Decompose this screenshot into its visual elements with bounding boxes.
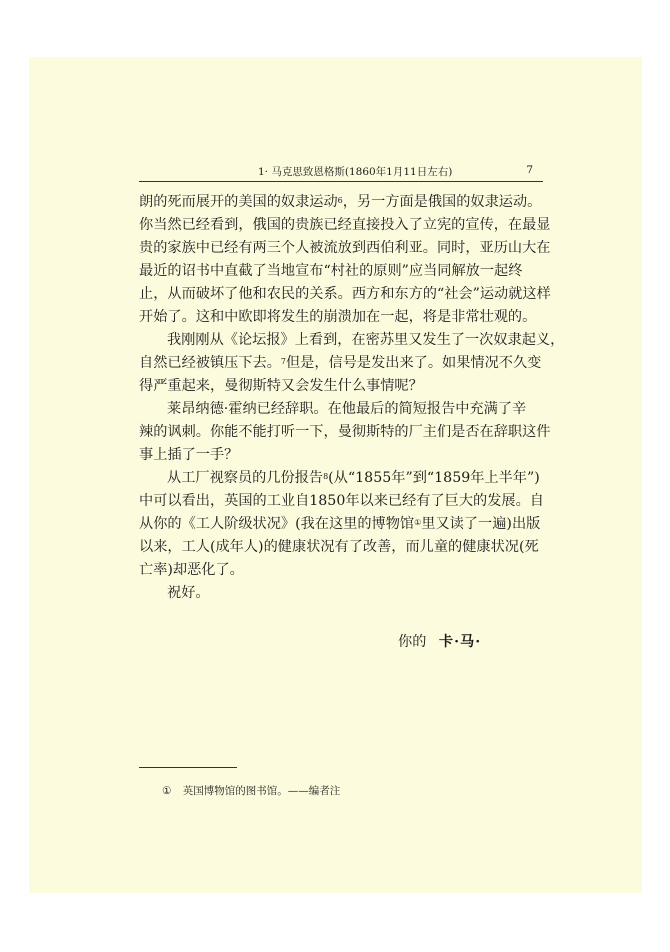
note-reference: 7 — [280, 357, 286, 366]
running-header — [139, 161, 543, 182]
text-line-content: 你当然已经看到，俄国的贵族已经直接投入了立宪的宣传，在最显 — [139, 217, 551, 233]
text-line-content: 事上插了一手？ — [139, 447, 239, 463]
text-line-content: 开始了。这和中欧即将发生的崩溃加在一起，将是非常壮观的。 — [139, 309, 537, 325]
signoff-prefix: 你的 — [398, 634, 427, 650]
text-line-content: 以来，工人(成年人)的健康状况有了改善，而儿童的健康状况(死 — [139, 539, 539, 555]
note-reference: 8 — [323, 472, 329, 481]
letter-signoff — [398, 631, 481, 651]
footnote — [162, 783, 340, 798]
text-line-content: 从工厂视察员的几份报告 — [167, 470, 324, 486]
text-line — [139, 329, 565, 352]
text-line-continuation: 但是，信号是发出来了。如果情况不久变 — [285, 355, 542, 371]
note-reference: ① — [414, 518, 422, 527]
text-line — [139, 260, 543, 283]
text-line — [139, 536, 543, 559]
text-line-continuation: (从“1855年”到“1859年上半年”) — [328, 470, 540, 486]
page-number: 7 — [526, 164, 533, 176]
text-line-continuation: ，另一方面是俄国的奴隶运动。 — [342, 194, 542, 210]
text-line-content: 自然已经被镇压下去。 — [139, 355, 281, 371]
text-line-content: 从你的《工人阶级状况》(我在这里的博物馆 — [139, 516, 415, 532]
running-header-title: 1· 马克思致恩格斯(1860年1月11日左右) — [258, 166, 453, 178]
text-line-content: 得严重起来，曼彻斯特又会发生什么事情呢？ — [139, 378, 423, 394]
footnote-text: 英国博物馆的图书馆。——编者注 — [182, 785, 341, 797]
text-line-content: 亡率)却恶化了。 — [139, 562, 244, 578]
text-line — [139, 444, 543, 467]
footnote-marker: ① — [162, 785, 172, 797]
text-line-content: 朗的死而展开的美国的奴隶运动 — [139, 194, 338, 210]
text-line-content: 最近的诏书中直截了当地宣布“村社的原则”应当同解放一起终 — [139, 263, 523, 279]
text-line — [139, 467, 543, 490]
text-line — [139, 490, 543, 513]
text-line — [139, 582, 543, 605]
text-line — [139, 421, 551, 444]
text-line-content: 我刚刚从《论坛报》上看到，在密苏里又发生了一次奴隶起义， — [167, 332, 565, 348]
text-line-content: 辣的讽刺。你能不能打听一下，曼彻斯特的厂主们是否在辞职这件 — [139, 424, 551, 440]
text-line — [139, 398, 543, 421]
text-line-content: 莱昂纳德·霍纳已经辞职。在他最后的简短报告中充满了辛 — [167, 401, 527, 417]
text-line — [139, 283, 551, 306]
footnote-divider — [139, 767, 237, 768]
text-line-content: 贵的家族中已经有两三个人被流放到西伯利亚。同时，亚历山大在 — [139, 240, 551, 256]
text-line — [139, 237, 551, 260]
text-line — [139, 191, 543, 214]
text-line-content: 中可以看出，英国的工业自1850年以来已经有了巨大的发展。自 — [139, 493, 544, 509]
note-reference: 6 — [337, 196, 343, 205]
text-line-continuation: 里又读了一遍)出版 — [421, 516, 541, 532]
text-line — [139, 214, 551, 237]
text-line — [139, 352, 543, 375]
text-line — [139, 306, 543, 329]
letter-body — [139, 191, 565, 605]
text-line — [139, 559, 543, 582]
signoff-signature: 卡·马· — [438, 634, 482, 650]
text-line-content: 止，从而破坏了他和农民的关系。西方和东方的“社会”运动就这样 — [139, 286, 551, 302]
text-line — [139, 375, 543, 398]
text-line — [139, 513, 543, 536]
text-line-content: 祝好。 — [167, 585, 210, 601]
